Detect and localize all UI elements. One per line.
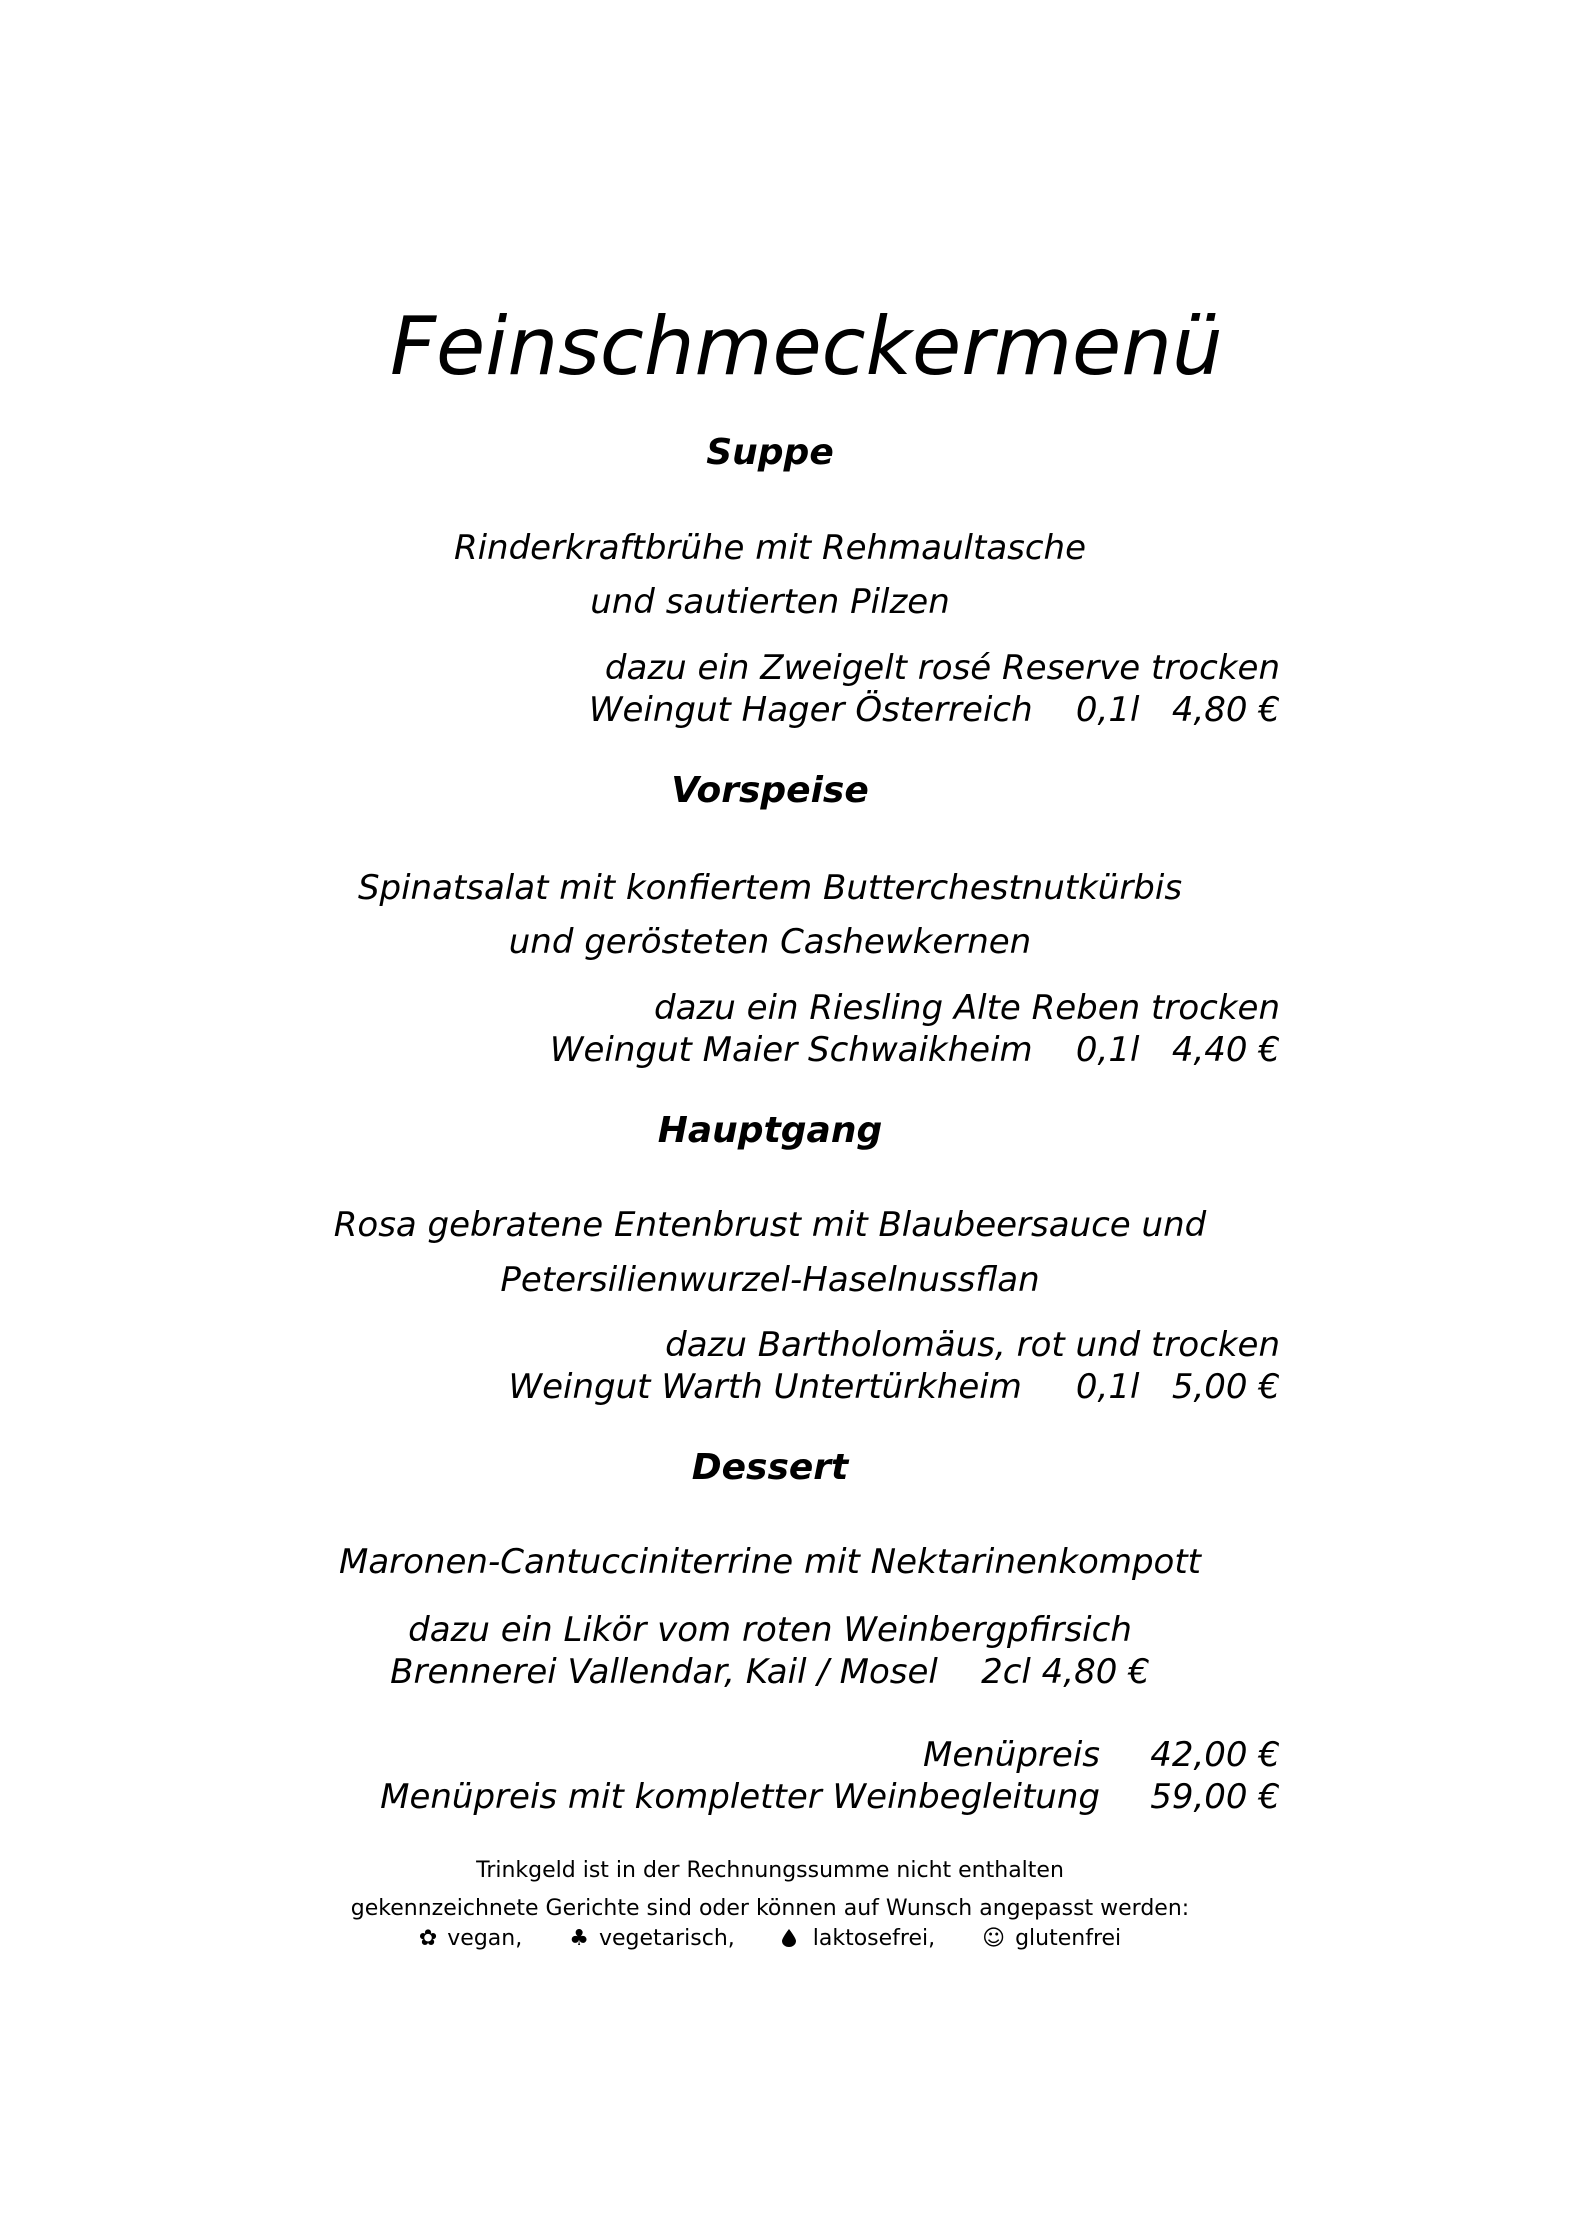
price: 4,40 € bbox=[1171, 1030, 1280, 1070]
winery: Weingut Maier Schwaikheim bbox=[549, 1030, 1033, 1070]
winery: Weingut Warth Untertürkheim bbox=[508, 1367, 1022, 1407]
legend-gluten-free bbox=[982, 1926, 1121, 1951]
course-heading-vorspeise: Vorspeise bbox=[671, 770, 869, 811]
menu-price-label: Menüpreis bbox=[923, 1735, 1100, 1775]
amount: 0,1l bbox=[1075, 690, 1140, 730]
course-heading-suppe: Suppe bbox=[706, 432, 834, 473]
winery: Weingut Hager Österreich bbox=[588, 690, 1033, 730]
legend-label: laktosefrei, bbox=[812, 1926, 936, 1951]
diet-legend bbox=[0, 1926, 1540, 1951]
smiley-icon: ☺ bbox=[982, 1926, 1006, 1951]
legend-vegan bbox=[419, 1926, 522, 1951]
club-icon: ♣ bbox=[569, 1926, 589, 1951]
legend-label: glutenfrei bbox=[1015, 1926, 1122, 1951]
dish-line: Rinderkraftbrühe mit Rehmaultasche bbox=[453, 528, 1087, 568]
price: 4,80 € bbox=[1041, 1652, 1150, 1692]
wine-line: dazu Bartholomäus, rot und trocken bbox=[665, 1325, 1280, 1365]
legend-label: vegetarisch, bbox=[598, 1926, 735, 1951]
amount: 0,1l bbox=[1075, 1030, 1140, 1070]
wine-info-line bbox=[550, 1030, 1280, 1070]
dish-line: Spinatsalat mit konfiertem Butterchestnutkürbis bbox=[357, 868, 1183, 908]
flower-icon: ✿ bbox=[418, 1926, 438, 1951]
menu-price-wine-value: 59,00 € bbox=[1150, 1777, 1280, 1817]
drop-icon bbox=[782, 1926, 803, 1951]
menu-price-wine-label: Menüpreis mit kompletter Weinbegleitung bbox=[380, 1777, 1100, 1817]
dish-line: und sautierten Pilzen bbox=[590, 582, 950, 622]
price: 4,80 € bbox=[1171, 690, 1280, 730]
dish-line: und gerösteten Cashewkernen bbox=[508, 922, 1032, 962]
dish-line: Maronen-Cantucciniterrine mit Nektarinenkompott bbox=[338, 1542, 1201, 1582]
wine-line: dazu ein Likör vom roten Weinbergpfirsich bbox=[408, 1610, 1132, 1650]
legend-vegetarian bbox=[569, 1926, 735, 1951]
price: 5,00 € bbox=[1171, 1367, 1280, 1407]
menu-title: Feinschmeckermenü bbox=[390, 300, 1223, 393]
course-heading-hauptgang: Hauptgang bbox=[657, 1110, 883, 1151]
wine-line: dazu ein Riesling Alte Reben trocken bbox=[654, 988, 1280, 1028]
winery: Brennerei Vallendar, Kail / Mosel bbox=[390, 1652, 938, 1692]
dish-line: Petersilienwurzel-Haselnussflan bbox=[500, 1260, 1040, 1300]
amount: 2cl bbox=[981, 1652, 1031, 1692]
marked-note: gekennzeichnete Gerichte sind oder können auf Wunsch angepasst werden: bbox=[350, 1896, 1190, 1921]
wine-line: dazu ein Zweigelt rosé Reserve trocken bbox=[604, 648, 1280, 688]
tip-note: Trinkgeld ist in der Rechnungssumme nicht enthalten bbox=[476, 1858, 1064, 1883]
wine-info-line bbox=[509, 1367, 1280, 1407]
course-heading-dessert: Dessert bbox=[691, 1447, 849, 1488]
menu-price-value: 42,00 € bbox=[1150, 1735, 1280, 1775]
legend-lactose-free bbox=[782, 1926, 935, 1951]
legend-label: vegan, bbox=[447, 1926, 523, 1951]
wine-info-line bbox=[589, 690, 1280, 730]
amount: 0,1l bbox=[1075, 1367, 1140, 1407]
dish-line: Rosa gebratene Entenbrust mit Blaubeersauce und bbox=[333, 1205, 1207, 1245]
wine-info-line bbox=[0, 1652, 1540, 1692]
